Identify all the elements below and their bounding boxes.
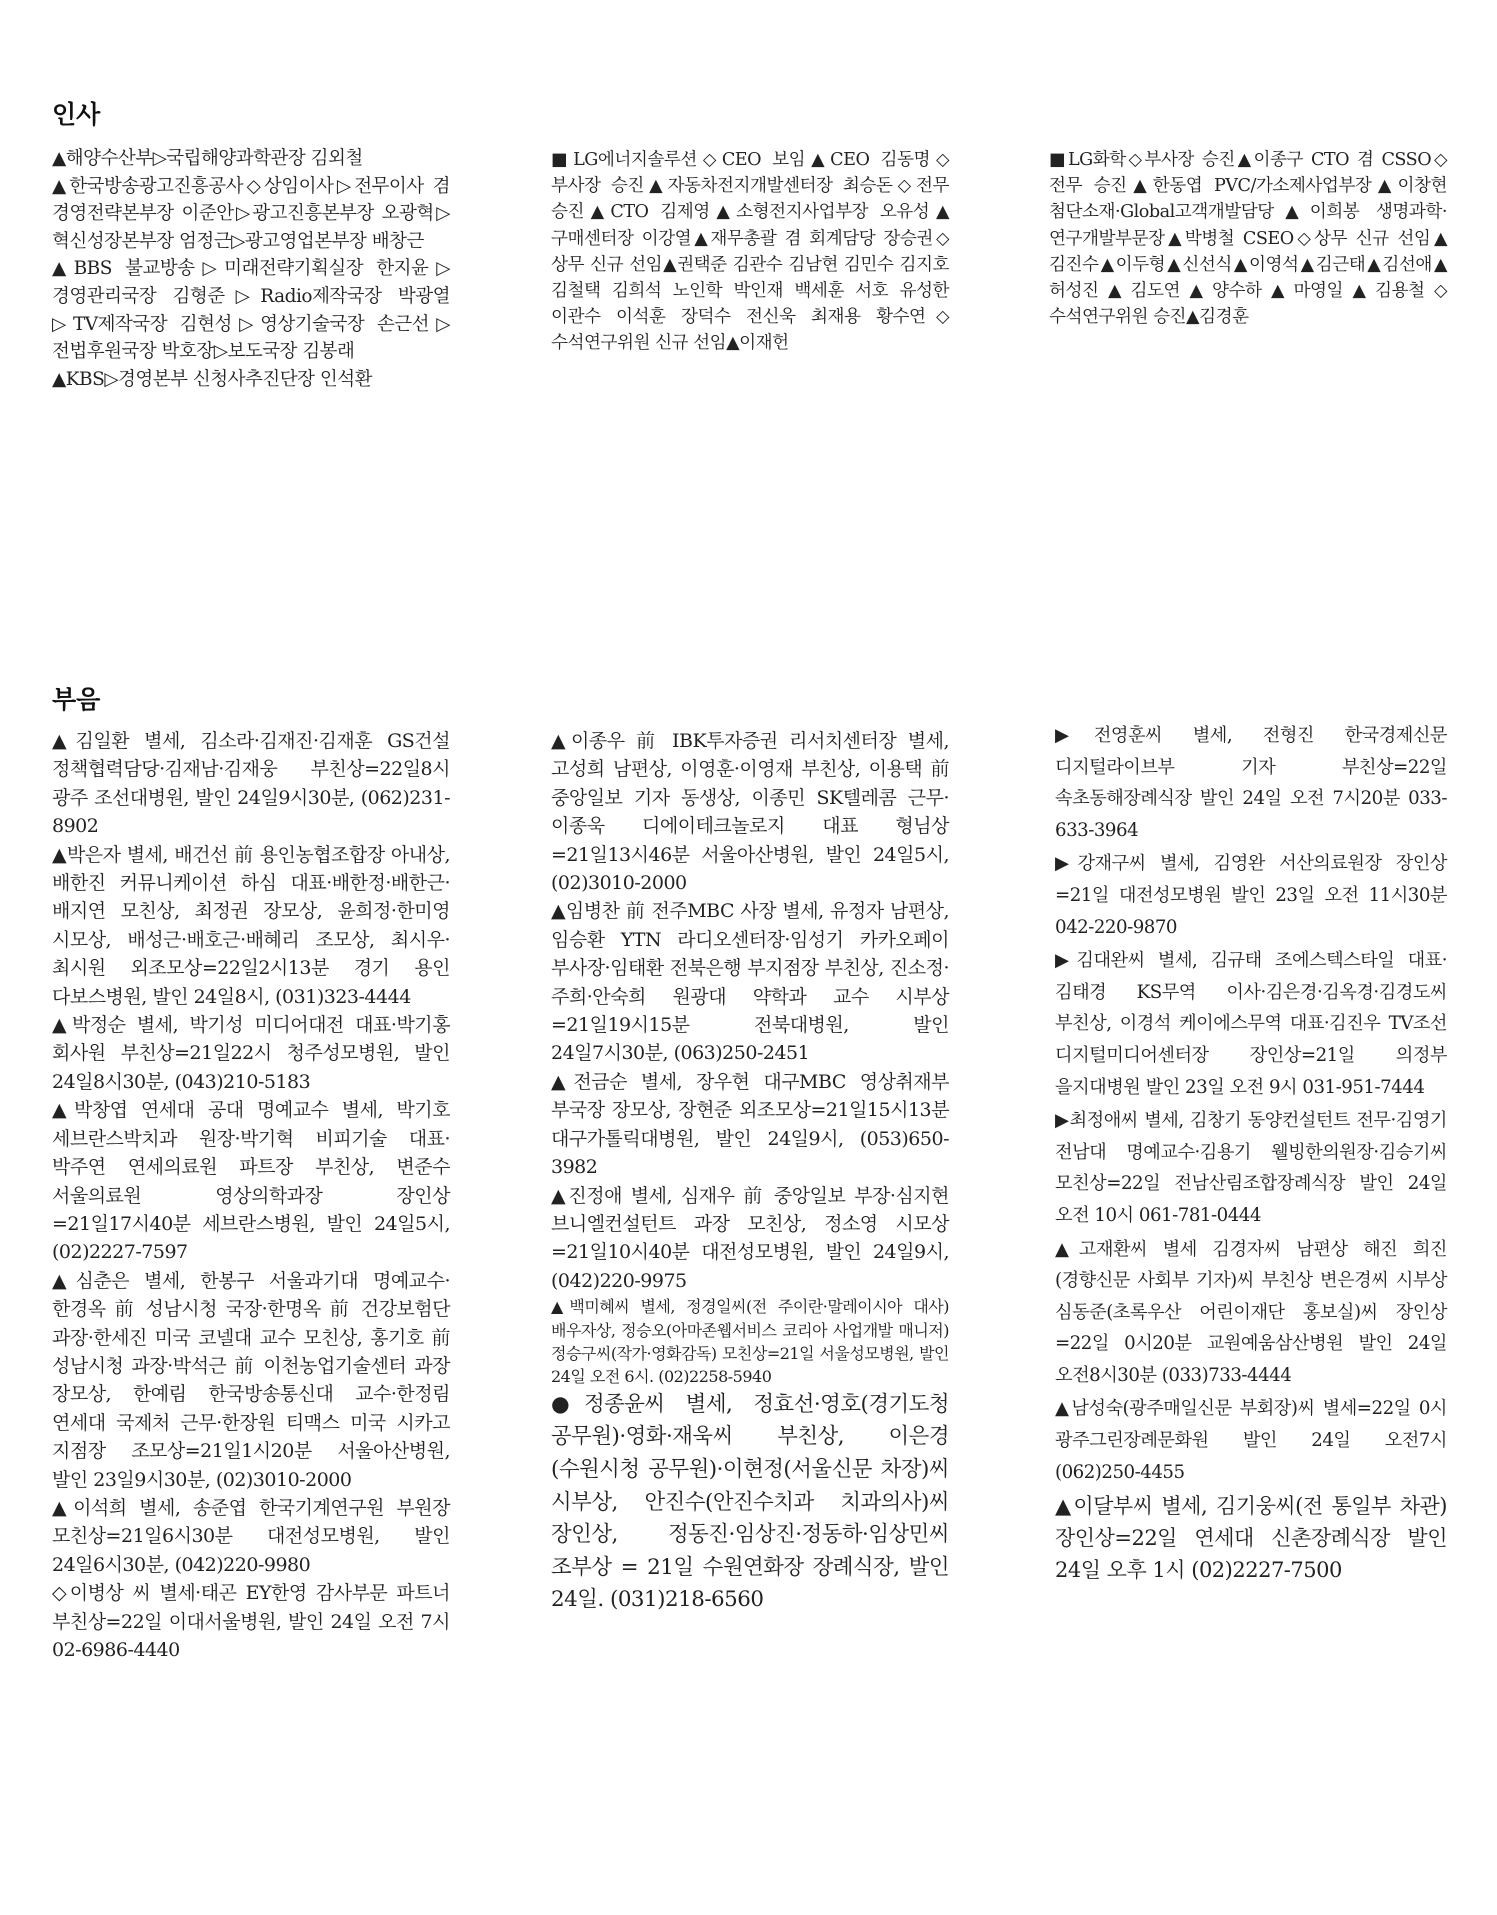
bueum-section-title: 부음 [52, 685, 101, 714]
obituary-entry: ▲심춘은 별세, 한봉구 서울과기대 명예교수·한경옥 前 성남시청 국장·한명옥 前 건강보험단 과장·한세진 미국 코넬대 교수 모친상, 홍기호 前 성남시청 과장·박석근 前 이천농업기술센터 과장 장모상, 한예림 한국방송통신대 교수·한정림 연세대 국제처 근무·한장원 티맥스 미국 시카고 지점장 조모상=21일1시20분 서울아산병원, 발인 23일9시30분, (02)3010-2000 [52, 1269, 450, 1491]
insa-entry-mof: ▲해양수산부▷국립해양과학관장 김외철 [52, 148, 363, 169]
obituary-entry: ▲진정애 별세, 심재우 前 중앙일보 부장·심지현 브니엘컨설턴트 과장 모친상, 정소영 시모상=21일10시40분 대전성모병원, 발인 24일9시, (042)220-9975 [551, 1184, 949, 1292]
obituary-entry: ▲박창엽 연세대 공대 명예교수 별세, 박기호 세브란스박치과 원장·박기혁 비피기술 대표·박주연 연세의료원 파트장 부친상, 변준수 서울의료원 영상의학과장 장인상=21일17시40분 세브란스병원, 발인 24일5시, (02)2227-7597 [52, 1099, 450, 1264]
insa-entry-lg-energy-solution: ■LG에너지솔루션◇CEO 보임▲CEO 김동명◇부사장 승진▲자동차전지개발센터장 최승돈◇전무 승진▲CTO 김제영▲소형전지사업부장 오유성▲구매센터장 이강열▲재무총괄 겸 회계담당 장승권◇상무 신규 선임▲권택준 김관수 김남현 김민수 김지호 김철택 김희석 노인학 박인재 백세훈 서호 유성한 이관수 이석훈 장덕수 전신욱 최재용 황수연◇수석연구위원 신규 선임▲이재헌 [551, 150, 949, 354]
insa-entry-kbs: ▲KBS▷경영본부 신청사추진단장 인석환 [52, 368, 373, 390]
insa-entry-bbs: ▲BBS 불교방송▷미래전략기획실장 한지윤▷경영관리국장 김형준▷Radio제작국장 박광열▷TV제작국장 김현성▷영상기술국장 손근선▷전법후원국장 박호장▷보도국장 김봉래 [52, 258, 450, 363]
obituary-entry: ▲이달부씨 별세, 김기웅씨(전 통일부 차관) 장인상=22일 연세대 신촌장례식장 발인 24일 오후 1시 (02)2227-7500 [1055, 1494, 1447, 1583]
insa-column-3 [1049, 147, 1447, 330]
obituary-entry: ●정종윤씨 별세, 정효선·영호(경기도청 공무원)·영화·재욱씨 부친상, 이은경(수원시청 공무원)·이현정(서울신문 차장)씨 시부상, 안진수(안진수치과 치과의사)씨 장인상, 정동진·임상진·정동하·임상민씨 조부상 = 21일 수원연화장 장례식장, 발인 24일. (031)218-6560 [551, 1391, 949, 1613]
obituary-entry: ▲백미혜씨 별세, 정경일씨(전 주이란·말레이시아 대사) 배우자상, 정승오(아마존웹서비스 코리아 사업개발 매니저) 정승구씨(작가·영화감독) 모친상=21일 서울성모병원, 발인 24일 오전 6시. (02)2258-5940 [551, 1297, 949, 1387]
insa-column-1 [52, 145, 450, 393]
obituary-entry: ▶전영훈씨 별세, 전형진 한국경제신문 디지털라이브부 기자 부친상=22일 속초동해장례식장 발인 24일 오전 7시20분 033-633-3964 [1055, 725, 1447, 841]
obituary-entry: ▶최정애씨 별세, 김창기 동양컨설턴트 전무·김영기 전남대 명예교수·김용기 웰빙한의원장·김승기씨 모친상=22일 전남산림조합장례식장 발인 24일 오전 10시 061-781-0444 [1055, 1110, 1447, 1226]
insa-entry-kobaco: ▲한국방송광고진흥공사◇상임이사▷전무이사 겸 경영전략본부장 이준안▷광고진흥본부장 오광혁▷혁신성장본부장 엄정근▷광고영업본부장 배창근 [52, 175, 450, 252]
obituary-entry: ▲남성숙(광주매일신문 부회장)씨 별세=22일 0시 광주그린장례문화원 발인 24일 오전7시 (062)250-4455 [1055, 1398, 1447, 1483]
obituary-entry: ▲박은자 별세, 배건선 前 용인농협조합장 아내상, 배한진 커뮤니케이션 하심 대표·배한정·배한근·배지연 모친상, 최정권 장모상, 윤희정·한미영 시모상, 배성근·배호근·배혜리 조모상, 최시우·최시원 외조모상=22일2시13분 경기 용인 다보스병원, 발인 24일8시, (031)323-4444 [52, 843, 450, 1008]
obituary-entry: ▲임병찬 前 전주MBC 사장 별세, 유정자 남편상, 임승환 YTN 라디오센터장·임성기 카카오페이 부사장·임태환 전북은행 부지점장 부친상, 진소정·주희·안숙희 원광대 약학과 교수 시부상=21일19시15분 전북대병원, 발인 24일7시30분, (063)250-2451 [551, 900, 949, 1065]
insa-entry-lg-chem: ■LG화학◇부사장 승진▲이종구 CTO 겸 CSSO◇전무 승진▲한동엽 PVC/가소제사업부장▲이창현 첨단소재·Global고객개발담당▲이희봉 생명과학·연구개발부문장▲박병철 CSEO◇상무 신규 선임▲김진수▲이두형▲신선식▲이영석▲김근태▲김선애▲허성진▲김도연▲양수하▲마영일▲김용철◇수석연구위원 승진▲김경훈 [1049, 150, 1447, 328]
obituary-entry: ▶김대완씨 별세, 김규태 조에스텍스타일 대표·김태경 KS무역 이사·김은경·김옥경·김경도씨 부친상, 이경석 케이에스무역 대표·김진우 TV조선 디지털미디어센터장 장인상=21일 의정부 을지대병원 발인 23일 오전 9시 031-951-7444 [1055, 950, 1447, 1098]
insa-column-2 [551, 147, 949, 357]
bueum-column-2 [551, 727, 949, 1617]
obituary-entry: ▶강재구씨 별세, 김영완 서산의료원장 장인상=21일 대전성모병원 발인 23일 오전 11시30분 042-220-9870 [1055, 853, 1447, 938]
obituary-entry: ◇이병상 씨 별세·태곤 EY한영 감사부문 파트너 부친상=22일 이대서울병원, 발인 24일 오전 7시 02-6986-4440 [52, 1582, 450, 1661]
obituary-entry: ▲김일환 별세, 김소라·김재진·김재훈 GS건설 정책협력담당·김재남·김재웅 부친상=22일8시 광주 조선대병원, 발인 24일9시30분, (062)231-8902 [52, 730, 450, 838]
bueum-column-3 [1055, 720, 1447, 1588]
insa-section-title: 인사 [52, 100, 101, 129]
obituary-entry: ▲전금순 별세, 장우현 대구MBC 영상취재부 부국장 장모상, 장현준 외조모상=21일15시13분 대구가톨릭대병원, 발인 24일9시, (053)650-3982 [551, 1070, 949, 1179]
obituary-entry: ▲이석희 별세, 송준엽 한국기계연구원 부원장 모친상=21일6시30분 대전성모병원, 발인 24일6시30분, (042)220-9980 [52, 1496, 450, 1576]
obituary-entry: ▲이종우 前 IBK투자증권 리서치센터장 별세, 고성희 남편상, 이영훈·이영재 부친상, 이용택 前 중앙일보 기자 동생상, 이종민 SK텔레콤 근무·이종욱 디에이테크놀로지 대표 형님상=21일13시46분 서울아산병원, 발인 24일5시, (02)3010-2000 [551, 730, 949, 895]
obituary-entry: ▲고재환씨 별세 김경자씨 남편상 해진 희진(경향신문 사회부 기자)씨 부친상 변은경씨 시부상 심동준(초록우산 어린이재단 홍보실)씨 장인상=22일 0시20분 교원예움삼산병원 발인 24일 오전8시30분 (033)733-4444 [1055, 1238, 1447, 1386]
obituary-entry: ▲박정순 별세, 박기성 미디어대전 대표·박기홍 회사원 부친상=21일22시 청주성모병원, 발인 24일8시30분, (043)210-5183 [52, 1014, 450, 1093]
bueum-column-1 [52, 727, 450, 1664]
